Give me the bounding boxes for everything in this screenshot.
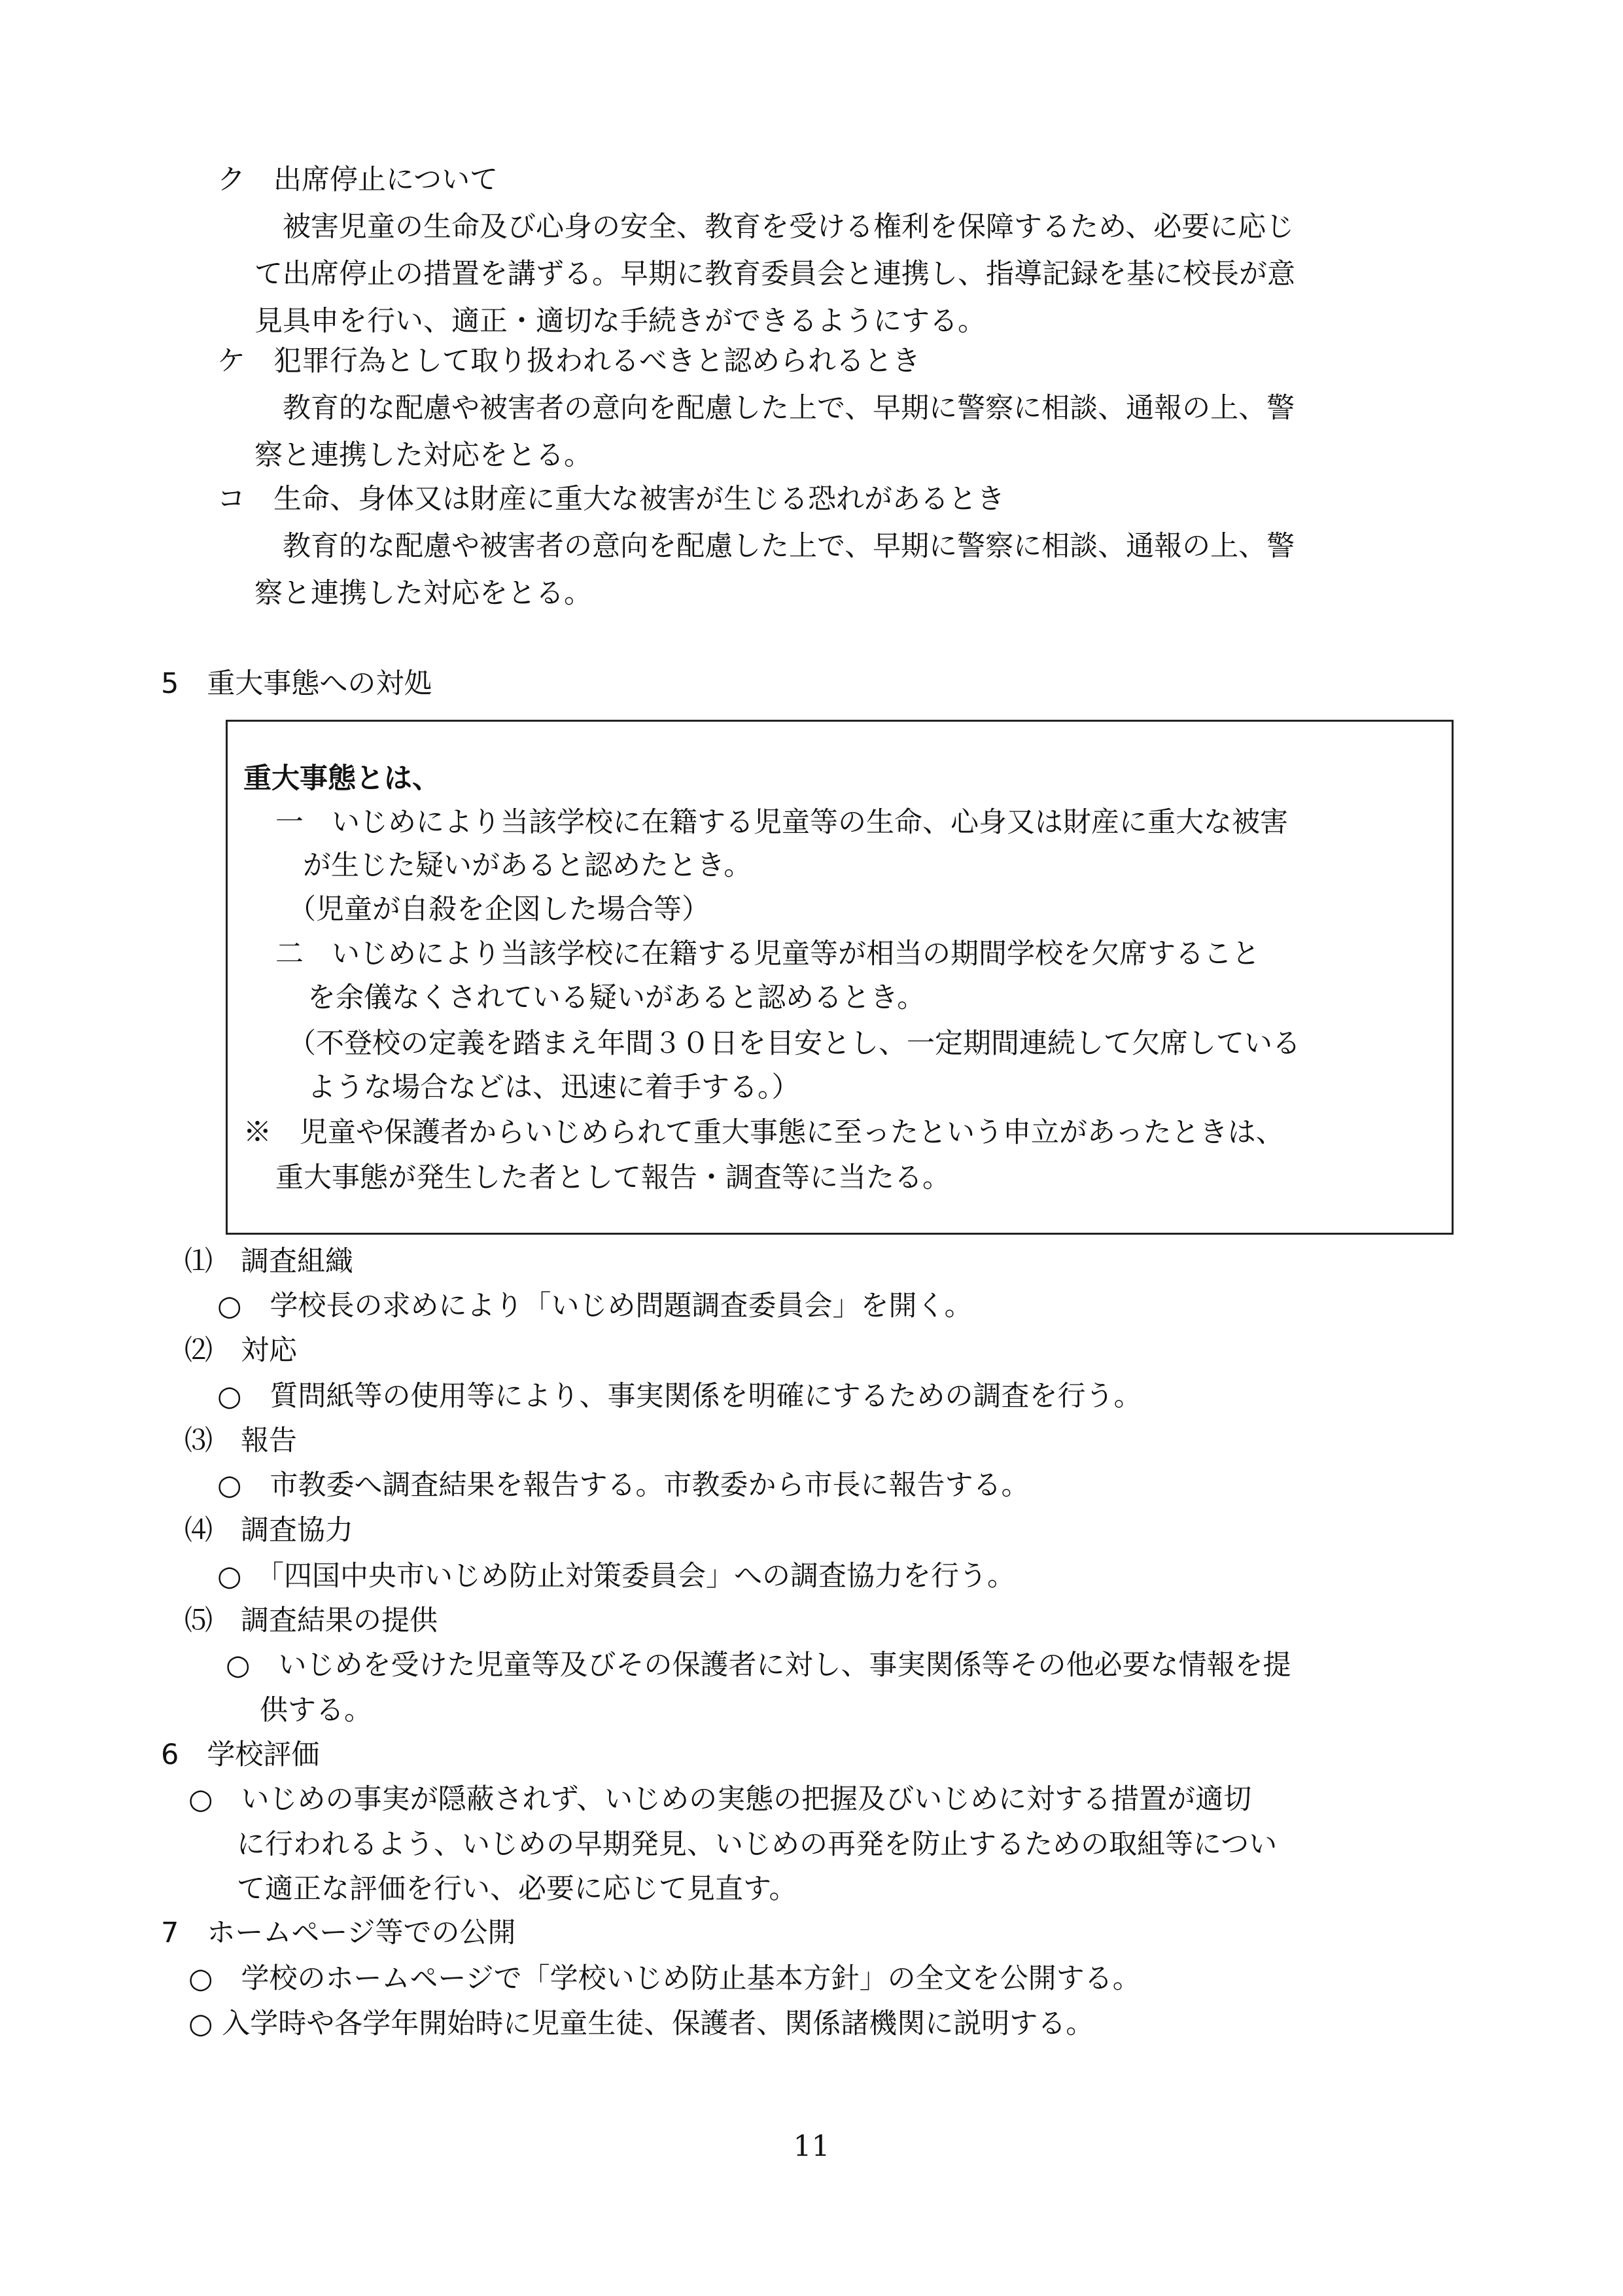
item-ku-line: 被害児童の生命及び心身の安全、教育を受ける権利を保障するため、必要に応じ <box>254 211 1295 243</box>
subsection-heading: ⑷ 調査協力 <box>184 1514 353 1547</box>
subsection-line: ○ いじめを受けた児童等及びその保護者に対し、事実関係等その他必要な情報を提 <box>226 1649 1291 1682</box>
subsection-line: 供する。 <box>260 1694 372 1727</box>
section7-line: ○ 入学時や各学年開始時に児童生徒、保護者、関係諸機関に説明する。 <box>188 2007 1094 2040</box>
item-ko-line: 察と連携した対応をとる。 <box>254 577 592 610</box>
subsection-heading: ⑴ 調査組織 <box>184 1245 353 1278</box>
section6-heading: 6 学校評価 <box>161 1739 320 1771</box>
box-line: 一 いじめにより当該学校に在籍する児童等の生命、心身又は財産に重大な被害 <box>275 806 1288 839</box>
section6-line: て適正な評価を行い、必要に応じて見直す。 <box>237 1873 797 1905</box>
subsection-line: ○ 学校長の求めにより「いじめ問題調査委員会」を開く。 <box>217 1290 973 1322</box>
box-line: （児童が自殺を企図した場合等） <box>288 893 710 926</box>
box-line: を余儀なくされている疑いがあると認めるとき。 <box>307 981 926 1014</box>
item-ke-line: 察と連携した対応をとる。 <box>254 439 592 472</box>
item-ko-line: 教育的な配慮や被害者の意向を配慮した上で、早期に警察に相談、通報の上、警 <box>254 530 1295 563</box>
box-line: が生じた疑いがあると認めたとき。 <box>303 849 752 882</box>
item-ku-line: 見具申を行い、適正・適切な手続きができるようにする。 <box>254 305 986 338</box>
subsection-line: ○ 「四国中央市いじめ防止対策委員会」への調査協力を行う。 <box>217 1560 1016 1593</box>
subsection-heading: ⑵ 対応 <box>184 1334 297 1367</box>
section5-heading: 5 重大事態への対処 <box>161 667 432 700</box>
subsection-line: ○ 市教委へ調査結果を報告する。市教委から市長に報告する。 <box>217 1469 1030 1502</box>
subsection-heading: ⑶ 報告 <box>184 1424 297 1457</box>
subsection-line: ○ 質問紙等の使用等により、事実関係を明確にするための調査を行う。 <box>217 1380 1142 1413</box>
section6-line: に行われるよう、いじめの早期発見、いじめの再発を防止するための取組等につい <box>237 1828 1278 1861</box>
box-line: 重大事態が発生した者として報告・調査等に当たる。 <box>275 1161 951 1194</box>
item-ko-heading: コ 生命、身体又は財産に重大な被害が生じる恐れがあるとき <box>217 483 1005 516</box>
item-ku-line: て出席停止の措置を講ずる。早期に教育委員会と連携し、指導記録を基に校長が意 <box>254 258 1295 291</box>
page-number: 11 <box>793 2130 830 2163</box>
box-line: 二 いじめにより当該学校に在籍する児童等が相当の期間学校を欠席すること <box>275 938 1260 970</box>
subsection-heading: ⑸ 調査結果の提供 <box>184 1604 438 1637</box>
box-title: 重大事態とは、 <box>243 762 440 795</box>
section6-line: ○ いじめの事実が隠蔽されず、いじめの実態の把握及びいじめに対する措置が適切 <box>188 1783 1252 1816</box>
box-line: ※ 児童や保護者からいじめられて重大事態に至ったという申立があったときは、 <box>243 1116 1284 1149</box>
section7-heading: 7 ホームページ等での公開 <box>161 1916 516 1949</box>
box-line: （不登校の定義を踏まえ年間３０日を目安とし、一定期間連続して欠席している <box>288 1027 1300 1060</box>
box-line: ような場合などは、迅速に着手する。） <box>307 1071 800 1104</box>
section7-line: ○ 学校のホームページで「学校いじめ防止基本方針」の全文を公開する。 <box>188 1962 1141 1995</box>
item-ku-heading: ク 出席停止について <box>217 164 498 196</box>
item-ke-line: 教育的な配慮や被害者の意向を配慮した上で、早期に警察に相談、通報の上、警 <box>254 392 1295 425</box>
item-ke-heading: ケ 犯罪行為として取り扱われるべきと認められるとき <box>217 345 920 378</box>
